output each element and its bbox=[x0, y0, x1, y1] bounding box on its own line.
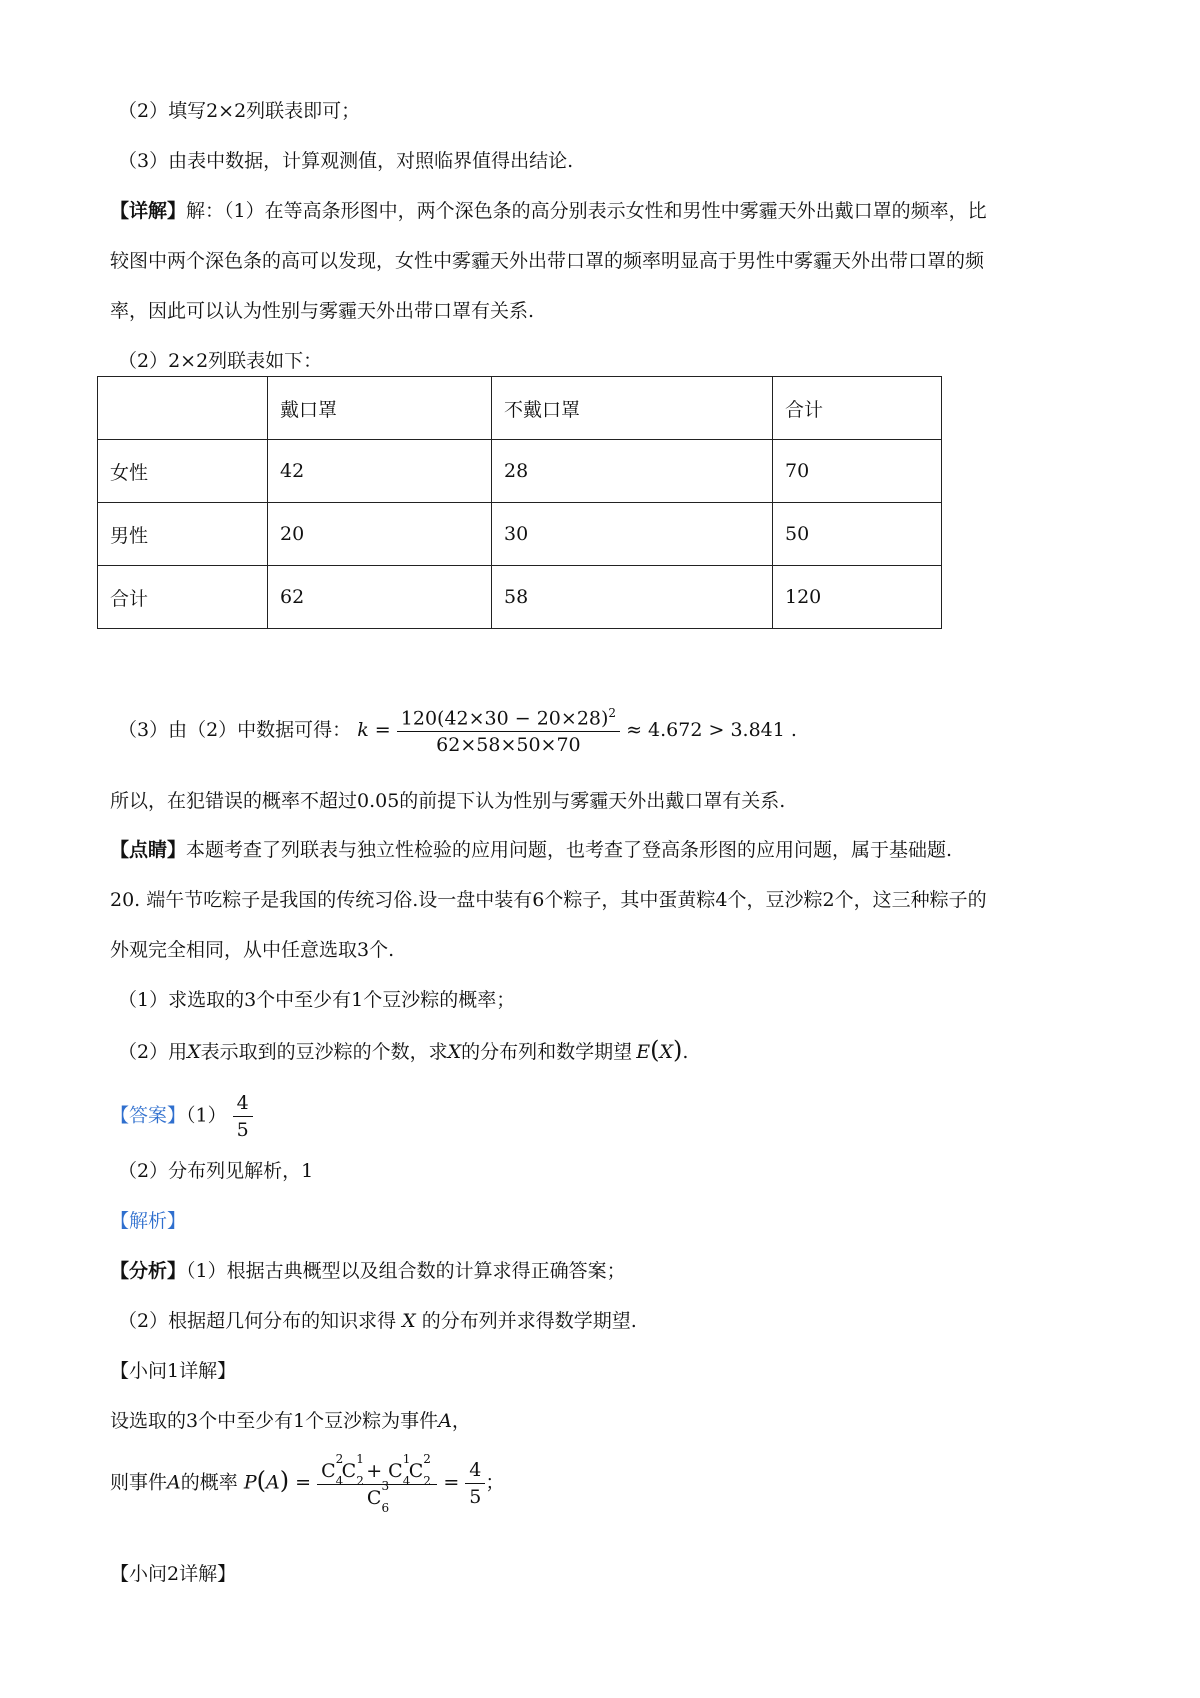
contingency-table bbox=[97, 376, 942, 629]
q20-sub2-text: （2）用 bbox=[118, 1041, 188, 1063]
var-x: X bbox=[447, 1041, 462, 1063]
var-x: X bbox=[402, 1310, 416, 1332]
prob-text: ； bbox=[485, 1471, 505, 1494]
formula-k-denominator: 62×58×50×70 bbox=[436, 734, 581, 757]
table-header-cell: 戴口罩 bbox=[268, 377, 492, 440]
table-cell: 男性 bbox=[98, 503, 268, 566]
table-row bbox=[98, 566, 942, 629]
xiaowen-2: 【小问2详解】 bbox=[110, 1563, 237, 1585]
table-cell: 62 bbox=[268, 566, 492, 629]
comment-text: 本题考查了列联表与独立性检验的应用问题，也考查了登高条形图的应用问题，属于基础题. bbox=[186, 839, 953, 861]
line-hint-3: （3）由表中数据，计算观测值，对照临界值得出结论. bbox=[118, 150, 574, 172]
probability-line: 则事件A的概率 P(A) = C 2 4 C 1 2 + C 1 4 C 2 2 C 3 6 = $\frac{4}{5}$ ； bbox=[110, 1452, 505, 1515]
q20-sub2-text: . bbox=[682, 1041, 689, 1063]
table-cell: 30 bbox=[492, 503, 773, 566]
prob-result-fraction bbox=[465, 1459, 485, 1508]
fenxi-line-1 bbox=[110, 1257, 626, 1285]
line-detail-1 bbox=[110, 197, 987, 225]
q20-line-2: 外观完全相同，从中任意选取3个. bbox=[110, 939, 395, 961]
formula-k-fraction bbox=[397, 706, 620, 756]
detail-text: 解：（1）在等高条形图中，两个深色条的高分别表示女性和男性中雾霾天外出戴口罩的频率，比 bbox=[186, 200, 987, 222]
table-cell: 120 bbox=[773, 566, 942, 629]
table-header-cell bbox=[98, 377, 268, 440]
table-header-cell: 不戴口罩 bbox=[492, 377, 773, 440]
q20-sub2: （2）用X表示取到的豆沙粽的个数，求X的分布列和数学期望 E(X). bbox=[118, 1036, 689, 1064]
prob-text: 则事件 bbox=[110, 1471, 168, 1494]
prob-fraction: C 2 4 C 1 2 + C 1 4 C 2 2 C 3 6 bbox=[317, 1452, 437, 1515]
line-detail-3: 率，因此可以认为性别与雾霾天外出带口罩有关系. bbox=[110, 300, 535, 322]
table-cell: 70 bbox=[773, 440, 942, 503]
table-cell: 42 bbox=[268, 440, 492, 503]
formula-k-numerator: 120(42×30 − 20×28) bbox=[400, 707, 609, 730]
conclusion-line: 所以，在犯错误的概率不超过0.05的前提下认为性别与雾霾天外出戴口罩有关系. bbox=[110, 790, 786, 812]
formula-k-result: ≈ 4.672 > 3.841 . bbox=[626, 719, 797, 742]
table-cell: 20 bbox=[268, 503, 492, 566]
answer-denominator: 5 bbox=[236, 1119, 249, 1141]
fenxi-text: 的分布列并求得数学期望. bbox=[421, 1310, 637, 1332]
detail-tag: 【详解】 bbox=[110, 200, 187, 222]
formula-k-line bbox=[118, 706, 797, 756]
prob-text: 的概率 bbox=[180, 1471, 238, 1494]
fenxi-text: （1）根据古典概型以及组合数的计算求得正确答案； bbox=[186, 1260, 626, 1282]
fenxi-line-2 bbox=[118, 1307, 637, 1335]
var-x: X bbox=[187, 1041, 201, 1063]
comment-line bbox=[110, 836, 952, 864]
line-hint-2: （2）填写2×2列联表即可； bbox=[118, 100, 361, 122]
comb-symbol: C bbox=[366, 1487, 382, 1509]
comment-tag: 【点睛】 bbox=[110, 839, 187, 861]
table-header-row bbox=[98, 377, 942, 440]
var-e: E bbox=[636, 1041, 651, 1063]
table-cell: 合计 bbox=[98, 566, 268, 629]
var-p: P bbox=[243, 1471, 257, 1494]
q20-sub2-text: 表示取到的豆沙粽的个数，求 bbox=[200, 1041, 448, 1063]
table-row bbox=[98, 440, 942, 503]
table-cell: 女性 bbox=[98, 440, 268, 503]
event-text: ， bbox=[451, 1410, 471, 1432]
formula-k-exponent: 2 bbox=[608, 706, 617, 720]
answer-fraction bbox=[233, 1092, 253, 1141]
event-line bbox=[110, 1407, 471, 1435]
var-a: A bbox=[438, 1410, 452, 1432]
line-table-intro: （2）2×2列联表如下： bbox=[118, 350, 323, 372]
table-header-cell: 合计 bbox=[773, 377, 942, 440]
answer-numerator: 4 bbox=[233, 1092, 253, 1117]
q20-sub1: （1）求选取的3个中至少有1个豆沙粽的概率； bbox=[118, 989, 516, 1011]
fenxi-tag: 【分析】 bbox=[110, 1260, 187, 1282]
answer-part1: （1） bbox=[186, 1104, 227, 1127]
var-x: X bbox=[659, 1041, 673, 1063]
prob-result-denominator: 5 bbox=[469, 1486, 482, 1508]
formula-k-var: k bbox=[357, 719, 369, 742]
event-text: 设选取的3个中至少有1个豆沙粽为事件 bbox=[110, 1410, 439, 1432]
var-a: A bbox=[265, 1471, 280, 1494]
table-cell: 58 bbox=[492, 566, 773, 629]
q20-sub2-text: 的分布列和数学期望 bbox=[461, 1041, 633, 1063]
table-cell: 50 bbox=[773, 503, 942, 566]
analysis-tag: 【解析】 bbox=[110, 1210, 187, 1232]
answer-part2: （2）分布列见解析，1 bbox=[118, 1160, 314, 1182]
line-detail-2: 较图中两个深色条的高可以发现，女性中雾霾天外出带口罩的频率明显高于男性中雾霾天外出带口罩的频 bbox=[110, 250, 985, 272]
prob-eq: = bbox=[295, 1471, 312, 1494]
var-a: A bbox=[167, 1471, 181, 1494]
answer-tag: 【答案】 bbox=[110, 1104, 187, 1127]
q20-line-1: 20. 端午节吃粽子是我国的传统习俗.设一盘中装有6个粽子，其中蛋黄粽4个，豆沙粽2个，这三种粽子的 bbox=[110, 889, 987, 911]
formula-k-prefix: （3）由（2）中数据可得： bbox=[118, 719, 352, 742]
xiaowen-1: 【小问1详解】 bbox=[110, 1360, 237, 1382]
table-cell: 28 bbox=[492, 440, 773, 503]
table-row bbox=[98, 503, 942, 566]
answer-line bbox=[110, 1092, 253, 1141]
fenxi-text: （2）根据超几何分布的知识求得 bbox=[118, 1310, 397, 1332]
formula-k-eq: = bbox=[374, 719, 391, 742]
prob-eq: = bbox=[443, 1471, 460, 1494]
prob-result-numerator: 4 bbox=[465, 1459, 485, 1484]
